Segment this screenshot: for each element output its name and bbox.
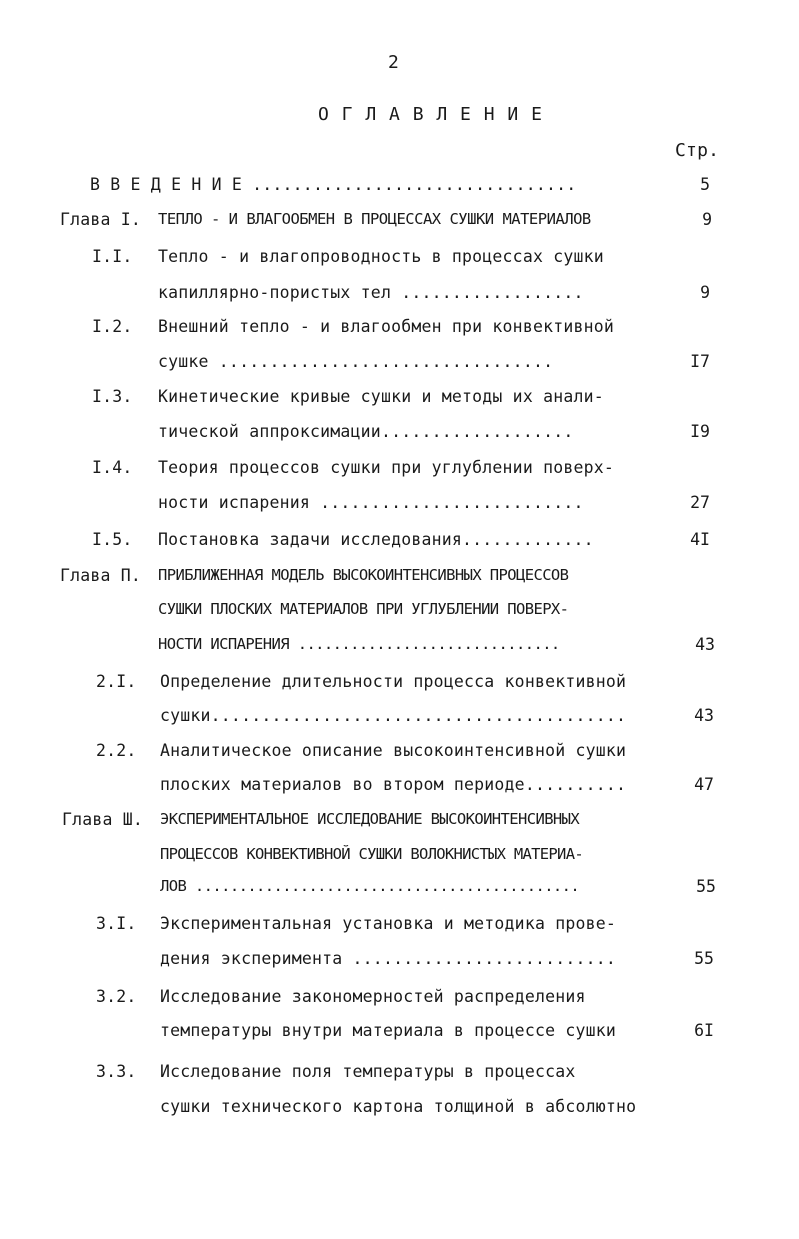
toc-intro-label: В В Е Д Е Н И Е ................................ [90, 175, 577, 194]
toc-s11-line1: Тепло - и влагопроводность в процессах сушки [158, 247, 604, 266]
toc-s33-line2: сушки технического картона толщиной в абсолютно [160, 1097, 637, 1116]
toc-intro-page: 5 [700, 175, 710, 194]
toc-s13-page: I9 [690, 422, 710, 441]
toc-ch3-line3: ЛОВ ............................................ [160, 877, 580, 895]
toc-ch2-line3: НОСТИ ИСПАРЕНИЯ .............................. [158, 635, 560, 653]
toc-s32-num: 3.2. [96, 987, 137, 1006]
toc-s31-line1: Экспериментальная установка и методика прове- [160, 914, 617, 933]
toc-s12-num: I.2. [92, 317, 133, 336]
toc-ch1-title: ТЕПЛО - И ВЛАГООБМЕН В ПРОЦЕССАХ СУШКИ МАТЕРИАЛОВ [158, 210, 591, 228]
toc-ch3-label: Глава Ш. [62, 810, 144, 829]
pages-column-label: Стр. [675, 140, 720, 161]
toc-s31-line2: дения эксперимента .......................... [160, 949, 617, 968]
toc-ch3-page: 55 [696, 877, 716, 896]
toc-s15-page: 4I [690, 530, 710, 549]
toc-s14-line2: ности испарения .......................... [158, 493, 584, 512]
toc-s22-page: 47 [694, 775, 714, 794]
toc-s31-page: 55 [694, 949, 714, 968]
toc-s11-page: 9 [700, 283, 710, 302]
toc-s32-page: 6I [694, 1021, 714, 1040]
toc-s33-num: 3.3. [96, 1062, 137, 1081]
toc-s12-line1: Внешний тепло - и влагообмен при конвективной [158, 317, 615, 336]
toc-s22-line1: Аналитическое описание высокоинтенсивной сушки [160, 741, 627, 760]
toc-ch3-line1: ЭКСПЕРИМЕНТАЛЬНОЕ ИССЛЕДОВАНИЕ ВЫСОКОИНТЕНСИВНЫХ [160, 810, 580, 828]
toc-s22-num: 2.2. [96, 741, 137, 760]
toc-s12-page: I7 [690, 352, 710, 371]
toc-ch2-line2: СУШКИ ПЛОСКИХ МАТЕРИАЛОВ ПРИ УГЛУБЛЕНИИ ПОВЕРХ- [158, 600, 569, 618]
toc-s14-page: 27 [690, 493, 710, 512]
toc-s13-num: I.3. [92, 387, 133, 406]
toc-ch1-page: 9 [702, 210, 712, 229]
toc-s13-line1: Кинетические кривые сушки и методы их анали- [158, 387, 604, 406]
toc-s31-num: 3.I. [96, 914, 137, 933]
toc-s12-line2: сушке ................................. [158, 352, 554, 371]
toc-s15-line1: Постановка задачи исследования............. [158, 530, 594, 549]
toc-s11-line2: капиллярно-пористых тел .................. [158, 283, 584, 302]
toc-ch3-line2: ПРОЦЕССОВ КОНВЕКТИВНОЙ СУШКИ ВОЛОКНИСТЫХ МАТЕРИА- [160, 845, 583, 863]
toc-s22-line2: плоских материалов во втором периоде.......... [160, 775, 627, 794]
toc-s32-line1: Исследование закономерностей распределения [160, 987, 586, 1006]
toc-s21-line1: Определение длительности процесса конвективной [160, 672, 627, 691]
toc-s11-num: I.I. [92, 247, 133, 266]
toc-s21-line2: сушки......................................... [160, 706, 627, 725]
page-number: 2 [388, 52, 399, 73]
toc-s32-line2: температуры внутри материала в процессе сушки [160, 1021, 617, 1040]
toc-s14-line1: Теория процессов сушки при углублении поверх- [158, 458, 615, 477]
page-title: О Г Л А В Л Е Н И Е [318, 104, 543, 125]
toc-s13-line2: тической аппроксимации................... [158, 422, 574, 441]
toc-ch1-label: Глава I. [60, 210, 142, 229]
toc-ch2-line1: ПРИБЛИЖЕННАЯ МОДЕЛЬ ВЫСОКОИНТЕНСИВНЫХ ПРОЦЕССОВ [158, 566, 569, 584]
toc-ch2-label: Глава П. [60, 566, 142, 585]
toc-ch2-page: 43 [695, 635, 715, 654]
toc-s33-line1: Исследование поля температуры в процессах [160, 1062, 576, 1081]
toc-s21-num: 2.I. [96, 672, 137, 691]
toc-s14-num: I.4. [92, 458, 133, 477]
toc-s21-page: 43 [694, 706, 714, 725]
toc-s15-num: I.5. [92, 530, 133, 549]
